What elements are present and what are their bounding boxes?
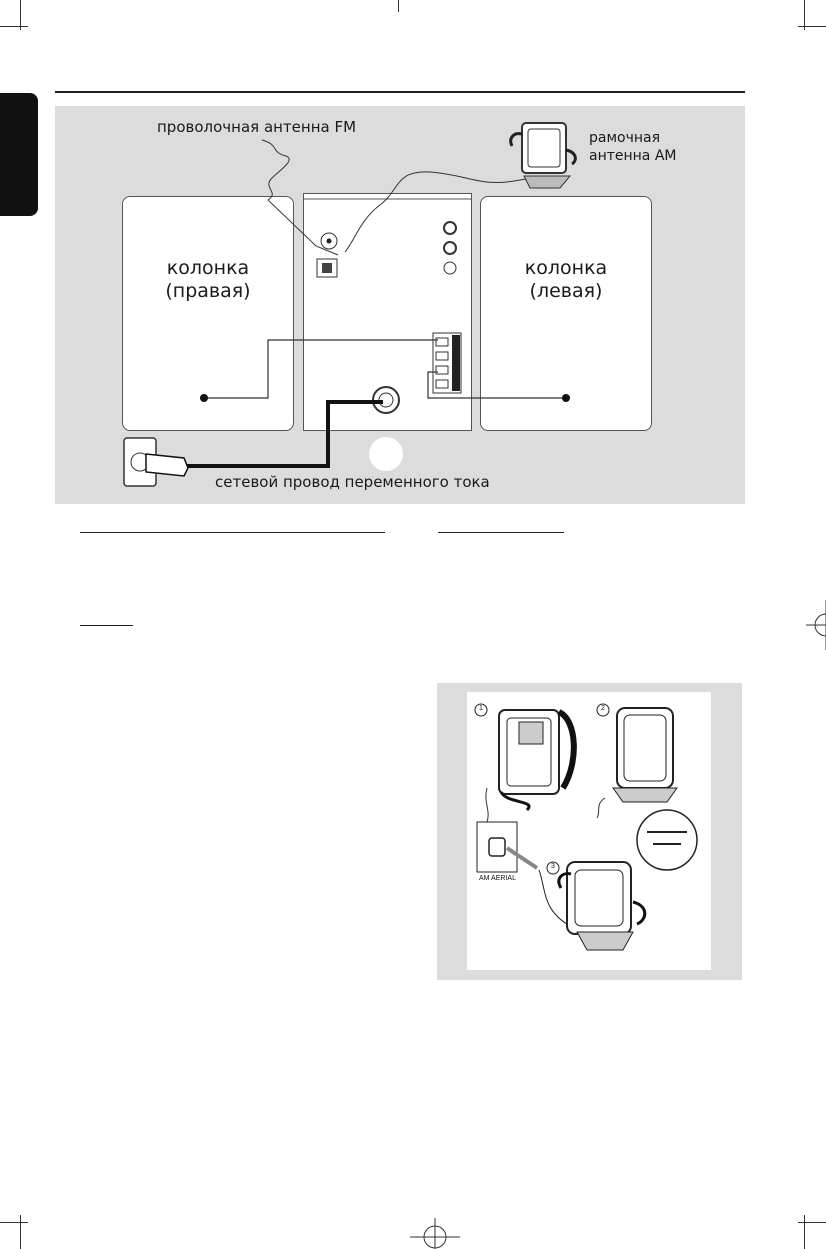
section-rule-right [438, 532, 564, 533]
am-antenna-label-line1: рамочная [589, 130, 661, 146]
crop-mark [804, 1215, 805, 1249]
am-assembly-illustration [467, 692, 711, 970]
power-plug [146, 454, 188, 476]
step3-number: 3 [551, 863, 555, 870]
registration-target [410, 1218, 460, 1249]
am-antenna-label-line2: антенна AM [589, 148, 677, 164]
step2-number: 2 [601, 705, 605, 712]
callout-circle [369, 437, 403, 471]
section-rule-short [80, 625, 133, 626]
ac-power-cord [180, 402, 383, 466]
am-loop-cable [345, 172, 552, 252]
am-antenna-assembly-panel [467, 692, 711, 970]
am-aerial-jack-label: AM AERIAL [479, 875, 516, 882]
am-antenna-assembly-figure [437, 683, 742, 980]
crop-mark [798, 1222, 826, 1223]
step1-illustration [486, 710, 574, 822]
aux-jack-1 [444, 222, 456, 234]
speaker-right-label-line2: (правая) [165, 280, 251, 302]
am-loop-antenna [511, 123, 576, 188]
ac-cord-label: сетевой провод переменного тока [215, 473, 490, 491]
fm-antenna-label: проволочная антенна FM [157, 118, 357, 136]
aux-jack-2 [444, 242, 456, 254]
speaker-left-label-line2: (левая) [529, 280, 603, 302]
right-speaker-wire [204, 340, 438, 398]
speaker-left-label-line1: колонка [524, 257, 608, 279]
round-connector [444, 262, 456, 274]
registration-target [800, 600, 826, 650]
step2-illustration [597, 708, 697, 870]
step1-number: 1 [479, 705, 483, 712]
section-rule-left [80, 532, 385, 533]
step3-illustration [477, 822, 645, 950]
wiring-illustration [0, 0, 826, 520]
speaker-right-label-line1: колонка [166, 257, 250, 279]
crop-mark [20, 1215, 21, 1249]
crop-mark [0, 1222, 28, 1223]
